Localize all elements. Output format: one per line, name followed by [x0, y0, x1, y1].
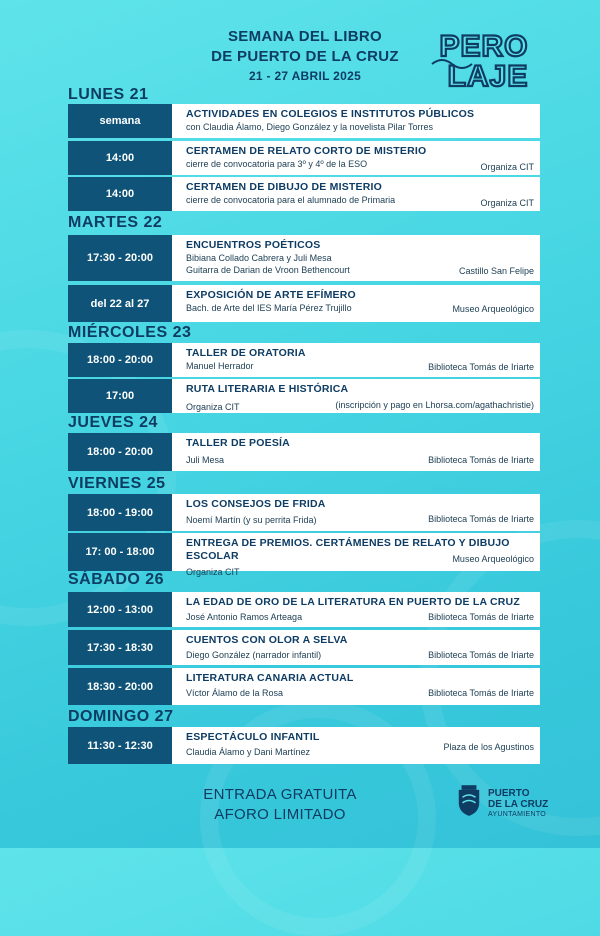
- event-details: [172, 433, 540, 471]
- event-title: EXPOSICIÓN DE ARTE EFÍMERO: [186, 289, 356, 301]
- event-row: [68, 285, 540, 322]
- svg-text:LAJE: LAJE: [447, 60, 529, 93]
- event-dates: 21 - 27 ABRIL 2025: [248, 69, 362, 83]
- brand-subtitle: AYUNTAMIENTO: [488, 811, 547, 818]
- event-details: [172, 668, 540, 705]
- event-row: [68, 630, 540, 665]
- event-row: [68, 727, 540, 764]
- event-time: 18:00 - 19:00: [68, 494, 172, 531]
- event-row: [68, 494, 540, 531]
- event-details: [172, 177, 540, 211]
- event-location: (inscripción y pago en Lhorsa.com/agathachristie): [335, 400, 534, 410]
- event-description: Bach. de Arte del IES María Pérez Trujillo: [186, 303, 352, 313]
- event-title-line2: DE PUERTO DE LA CRUZ: [211, 48, 399, 65]
- event-location: Museo Arqueológico: [452, 304, 534, 314]
- event-time: 12:00 - 13:00: [68, 592, 172, 627]
- event-time: 14:00: [68, 177, 172, 211]
- event-location: Castillo San Felipe: [458, 266, 534, 276]
- event-row: [68, 343, 540, 377]
- day-heading: VIERNES 25: [68, 475, 166, 492]
- event-time: 17:30 - 18:30: [68, 630, 172, 665]
- event-time: 17:30 - 20:00: [68, 235, 172, 281]
- event-details: [172, 592, 540, 627]
- day-heading: JUEVES 24: [68, 414, 158, 431]
- day-heading: DOMINGO 27: [68, 708, 174, 725]
- free-entry-text: ENTRADA GRATUITA: [203, 786, 357, 803]
- event-description: Bibiana Collado Cabrera y Juli Mesa: [186, 253, 332, 263]
- event-row: [68, 235, 540, 281]
- event-description: cierre de convocatoria para el alumnado de Primaria: [186, 195, 396, 205]
- event-time: semana: [68, 104, 172, 138]
- event-location: Biblioteca Tomás de Iriarte: [428, 362, 534, 372]
- event-details: [172, 630, 540, 665]
- event-title: TALLER DE ORATORIA: [186, 347, 306, 359]
- event-details: [172, 104, 540, 138]
- event-description: con Claudia Álamo, Diego González y la novelista Pilar Torres: [186, 122, 433, 132]
- event-details: [172, 494, 540, 531]
- event-location: Biblioteca Tomás de Iriarte: [428, 612, 534, 622]
- event-row: [68, 668, 540, 705]
- event-location: Biblioteca Tomás de Iriarte: [428, 455, 534, 465]
- event-location: Biblioteca Tomás de Iriarte: [428, 688, 534, 698]
- event-row: [68, 104, 540, 138]
- event-description: Diego González (narrador infantil): [186, 650, 322, 660]
- event-time: 17:00: [68, 379, 172, 413]
- event-description: Claudia Álamo y Dani Martínez: [186, 747, 311, 757]
- event-description: José Antonio Ramos Arteaga: [186, 612, 303, 622]
- event-description: Guitarra de Darian de Vroon Bethencourt: [186, 265, 350, 275]
- event-description: Noemí Martín (y su perrita Frida): [186, 515, 317, 525]
- event-title: ESPECTÁCULO INFANTIL: [186, 731, 320, 743]
- event-details: [172, 141, 540, 175]
- event-title: LOS CONSEJOS DE FRIDA: [186, 498, 326, 510]
- event-description: Víctor Álamo de la Rosa: [186, 688, 284, 698]
- event-time: 18:00 - 20:00: [68, 433, 172, 471]
- event-description: Organiza CIT: [186, 402, 240, 412]
- event-title: ENTREGA DE PREMIOS. CERTÁMENES DE RELATO Y DIBUJO ESCOLAR: [186, 537, 510, 562]
- day-heading: MARTES 22: [68, 214, 163, 231]
- event-time: 14:00: [68, 141, 172, 175]
- event-row: [68, 592, 540, 627]
- event-title: ENCUENTROS POÉTICOS: [186, 239, 321, 251]
- event-row: [68, 177, 540, 211]
- event-location: Museo Arqueológico: [452, 554, 534, 564]
- event-title: LA EDAD DE ORO DE LA LITERATURA EN PUERTO DE LA CRUZ: [186, 596, 520, 608]
- event-location: Biblioteca Tomás de Iriarte: [428, 650, 534, 660]
- event-title: ACTIVIDADES EN COLEGIOS E INSTITUTOS PÚBLICOS: [186, 108, 475, 120]
- event-title: LITERATURA CANARIA ACTUAL: [186, 672, 354, 684]
- event-description: Manuel Herrador: [186, 361, 254, 371]
- event-description: cierre de convocatoria para 3º y 4º de la ESO: [186, 159, 368, 169]
- event-time: 18:00 - 20:00: [68, 343, 172, 377]
- event-time: del 22 al 27: [68, 285, 172, 322]
- event-location: Organiza CIT: [480, 162, 534, 172]
- event-title: CERTAMEN DE RELATO CORTO DE MISTERIO: [186, 145, 427, 157]
- event-details: [172, 533, 540, 577]
- pero-laje-logo: [428, 24, 540, 94]
- brand-name-line1: PUERTO: [488, 788, 530, 799]
- event-location: Plaza de los Agustinos: [443, 742, 534, 752]
- event-title: RUTA LITERARIA E HISTÓRICA: [186, 383, 349, 395]
- limited-capacity-text: AFORO LIMITADO: [214, 806, 346, 823]
- event-details: [172, 727, 540, 764]
- event-details: [172, 235, 540, 281]
- brand-name-line2: DE LA CRUZ: [488, 799, 549, 810]
- event-time: 11:30 - 12:30: [68, 727, 172, 764]
- event-row: [68, 379, 540, 413]
- event-details: [172, 379, 540, 413]
- day-heading: MIÉRCOLES 23: [68, 324, 192, 341]
- municipal-crest-icon: [456, 784, 482, 818]
- event-time: 17: 00 - 18:00: [68, 533, 172, 571]
- day-heading: SÁBADO 26: [68, 571, 165, 588]
- event-title: CUENTOS CON OLOR A SELVA: [186, 634, 348, 646]
- event-title-line1: SEMANA DEL LIBRO: [228, 28, 382, 45]
- event-row: [68, 433, 540, 471]
- event-title: TALLER DE POESÍA: [186, 437, 290, 449]
- event-description: Juli Mesa: [186, 455, 225, 465]
- event-title: CERTAMEN DE DIBUJO DE MISTERIO: [186, 181, 382, 193]
- event-description: Organiza CIT: [186, 567, 240, 577]
- event-details: [172, 285, 540, 322]
- event-row: [68, 533, 540, 577]
- event-row: [68, 141, 540, 175]
- event-location: Biblioteca Tomás de Iriarte: [428, 514, 534, 524]
- event-details: [172, 343, 540, 377]
- day-heading: LUNES 21: [68, 86, 149, 103]
- event-time: 18:30 - 20:00: [68, 668, 172, 705]
- event-location: Organiza CIT: [480, 198, 534, 208]
- svg-text:PERO: PERO: [439, 30, 529, 63]
